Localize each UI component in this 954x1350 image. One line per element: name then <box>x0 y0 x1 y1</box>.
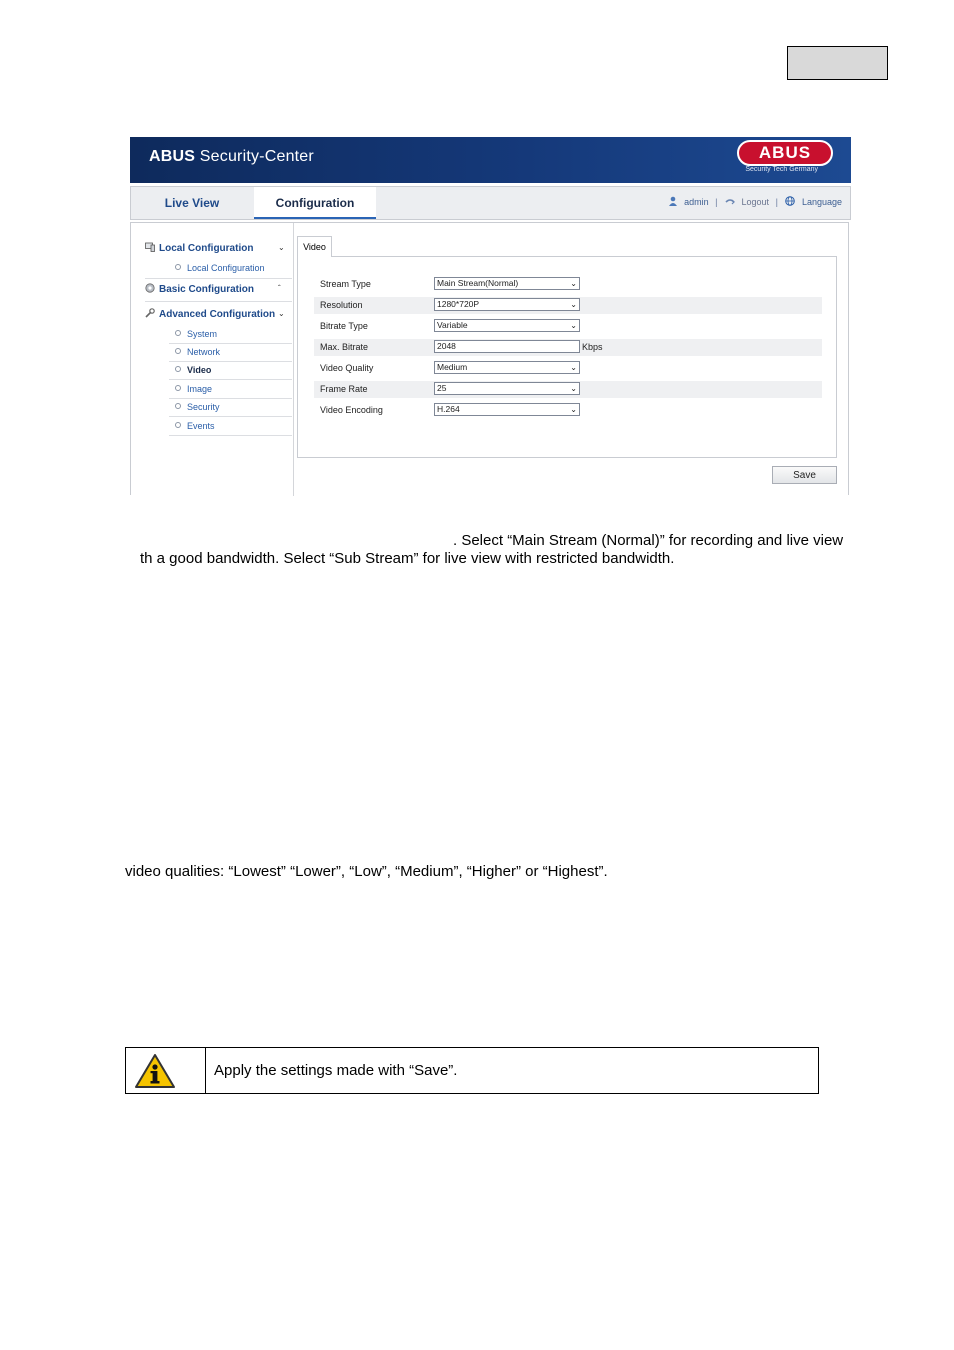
abus-logo: ABUS <box>737 140 833 166</box>
app-banner <box>130 137 851 183</box>
paragraph-stream-line2: th a good bandwidth. Select “Sub Stream” for live view with restricted bandwidth. <box>140 550 675 567</box>
tab-video[interactable]: Video <box>297 236 332 257</box>
field-row-resolution <box>314 297 822 314</box>
chevron-down-icon: ⌄ <box>570 405 577 414</box>
note-box <box>125 1047 819 1094</box>
admin-link[interactable]: admin <box>684 197 709 207</box>
field-label: Video Encoding <box>320 405 383 415</box>
nav-separator: | <box>715 197 718 207</box>
chevron-down-icon: ⌄ <box>570 384 577 393</box>
gear-icon <box>145 283 155 293</box>
computer-icon <box>145 242 155 252</box>
video-settings-area <box>297 223 837 496</box>
top-nav <box>130 186 851 220</box>
sidebar-item-system[interactable]: System <box>175 329 217 339</box>
save-button[interactable]: Save <box>772 466 837 484</box>
note-icon-cell <box>126 1048 206 1093</box>
sidebar-item-events[interactable]: Events <box>175 421 215 431</box>
header-gray-box <box>787 46 888 80</box>
tab-live-view[interactable]: Live View <box>164 196 220 210</box>
logout-link[interactable]: Logout <box>741 197 770 207</box>
bullet-icon <box>175 385 181 391</box>
field-label: Max. Bitrate <box>320 342 369 352</box>
paragraph-stream-line1: . Select “Main Stream (Normal)” for recording and live view <box>453 532 844 549</box>
config-sidebar <box>131 223 294 496</box>
video-settings-panel <box>297 256 837 458</box>
bitrate-unit: Kbps <box>582 342 603 352</box>
field-label: Frame Rate <box>320 384 368 394</box>
app-title: ABUS Security-Center <box>149 148 314 165</box>
field-label: Resolution <box>320 300 363 310</box>
sidebar-basic-configuration[interactable]: Basic Configuration <box>145 283 254 295</box>
bullet-icon <box>175 366 181 372</box>
chevron-down-icon: ⌄ <box>570 321 577 330</box>
field-label: Video Quality <box>320 363 374 373</box>
warning-info-icon <box>134 1053 176 1089</box>
globe-icon <box>785 196 795 206</box>
frame-rate-select[interactable]: 25 ⌄ <box>434 382 580 395</box>
chevron-down-icon[interactable]: ⌄ <box>278 309 285 318</box>
logout-icon <box>725 196 735 206</box>
video-quality-select[interactable]: Medium ⌄ <box>434 361 580 374</box>
sidebar-item-network[interactable]: Network <box>175 347 220 357</box>
chevron-down-icon: ⌄ <box>570 300 577 309</box>
language-link[interactable]: Language <box>801 197 842 207</box>
field-label: Stream Type <box>320 279 371 289</box>
config-screenshot <box>130 137 851 495</box>
field-row-max-bitrate <box>314 339 822 356</box>
video-encoding-select[interactable]: H.264 ⌄ <box>434 403 580 416</box>
paragraph-video-quality: video qualities: “Lowest” “Lower”, “Low”, “Medium”, “Higher” or “Highest”. <box>125 863 608 880</box>
max-bitrate-input[interactable]: 2048 <box>434 340 580 353</box>
divider <box>169 343 292 344</box>
sidebar-local-configuration[interactable]: Local Configuration <box>145 242 253 254</box>
bullet-icon <box>175 403 181 409</box>
bullet-icon <box>175 330 181 336</box>
nav-separator: | <box>775 197 778 207</box>
bullet-icon <box>175 348 181 354</box>
divider <box>169 361 292 362</box>
config-body <box>130 222 849 495</box>
chevron-down-icon: ⌄ <box>570 279 577 288</box>
divider <box>169 435 292 436</box>
sidebar-item-local-configuration[interactable]: Local Configuration <box>175 263 265 273</box>
field-row-video-quality <box>314 360 822 377</box>
wrench-icon <box>145 308 155 318</box>
tab-configuration[interactable]: Configuration <box>254 187 376 219</box>
field-label: Bitrate Type <box>320 321 368 331</box>
logo-subtitle: Security Tech Germany <box>745 166 818 173</box>
chevron-down-icon: ⌄ <box>570 363 577 372</box>
bullet-icon <box>175 264 181 270</box>
resolution-select[interactable]: 1280*720P ⌄ <box>434 298 580 311</box>
field-row-bitrate-type <box>314 318 822 335</box>
chevron-down-icon[interactable]: ⌄ <box>278 243 285 252</box>
divider <box>169 416 292 417</box>
stream-type-select[interactable]: Main Stream(Normal) ⌄ <box>434 277 580 290</box>
field-row-frame-rate <box>314 381 822 398</box>
sidebar-item-image[interactable]: Image <box>175 384 212 394</box>
nav-right-links <box>668 196 842 207</box>
field-row-video-encoding <box>314 402 822 419</box>
field-row-stream-type <box>314 276 822 293</box>
note-text: Apply the settings made with “Save”. <box>214 1062 458 1079</box>
user-icon <box>668 196 678 206</box>
sidebar-item-security[interactable]: Security <box>175 402 220 412</box>
sidebar-item-video[interactable]: Video <box>175 365 211 375</box>
divider <box>145 301 292 302</box>
sidebar-advanced-configuration[interactable]: Advanced Configuration <box>145 308 275 320</box>
bullet-icon <box>175 422 181 428</box>
divider <box>145 278 292 279</box>
chevron-up-icon[interactable]: ˆ <box>278 284 281 293</box>
divider <box>169 398 292 399</box>
divider <box>169 379 292 380</box>
bitrate-type-select[interactable]: Variable ⌄ <box>434 319 580 332</box>
